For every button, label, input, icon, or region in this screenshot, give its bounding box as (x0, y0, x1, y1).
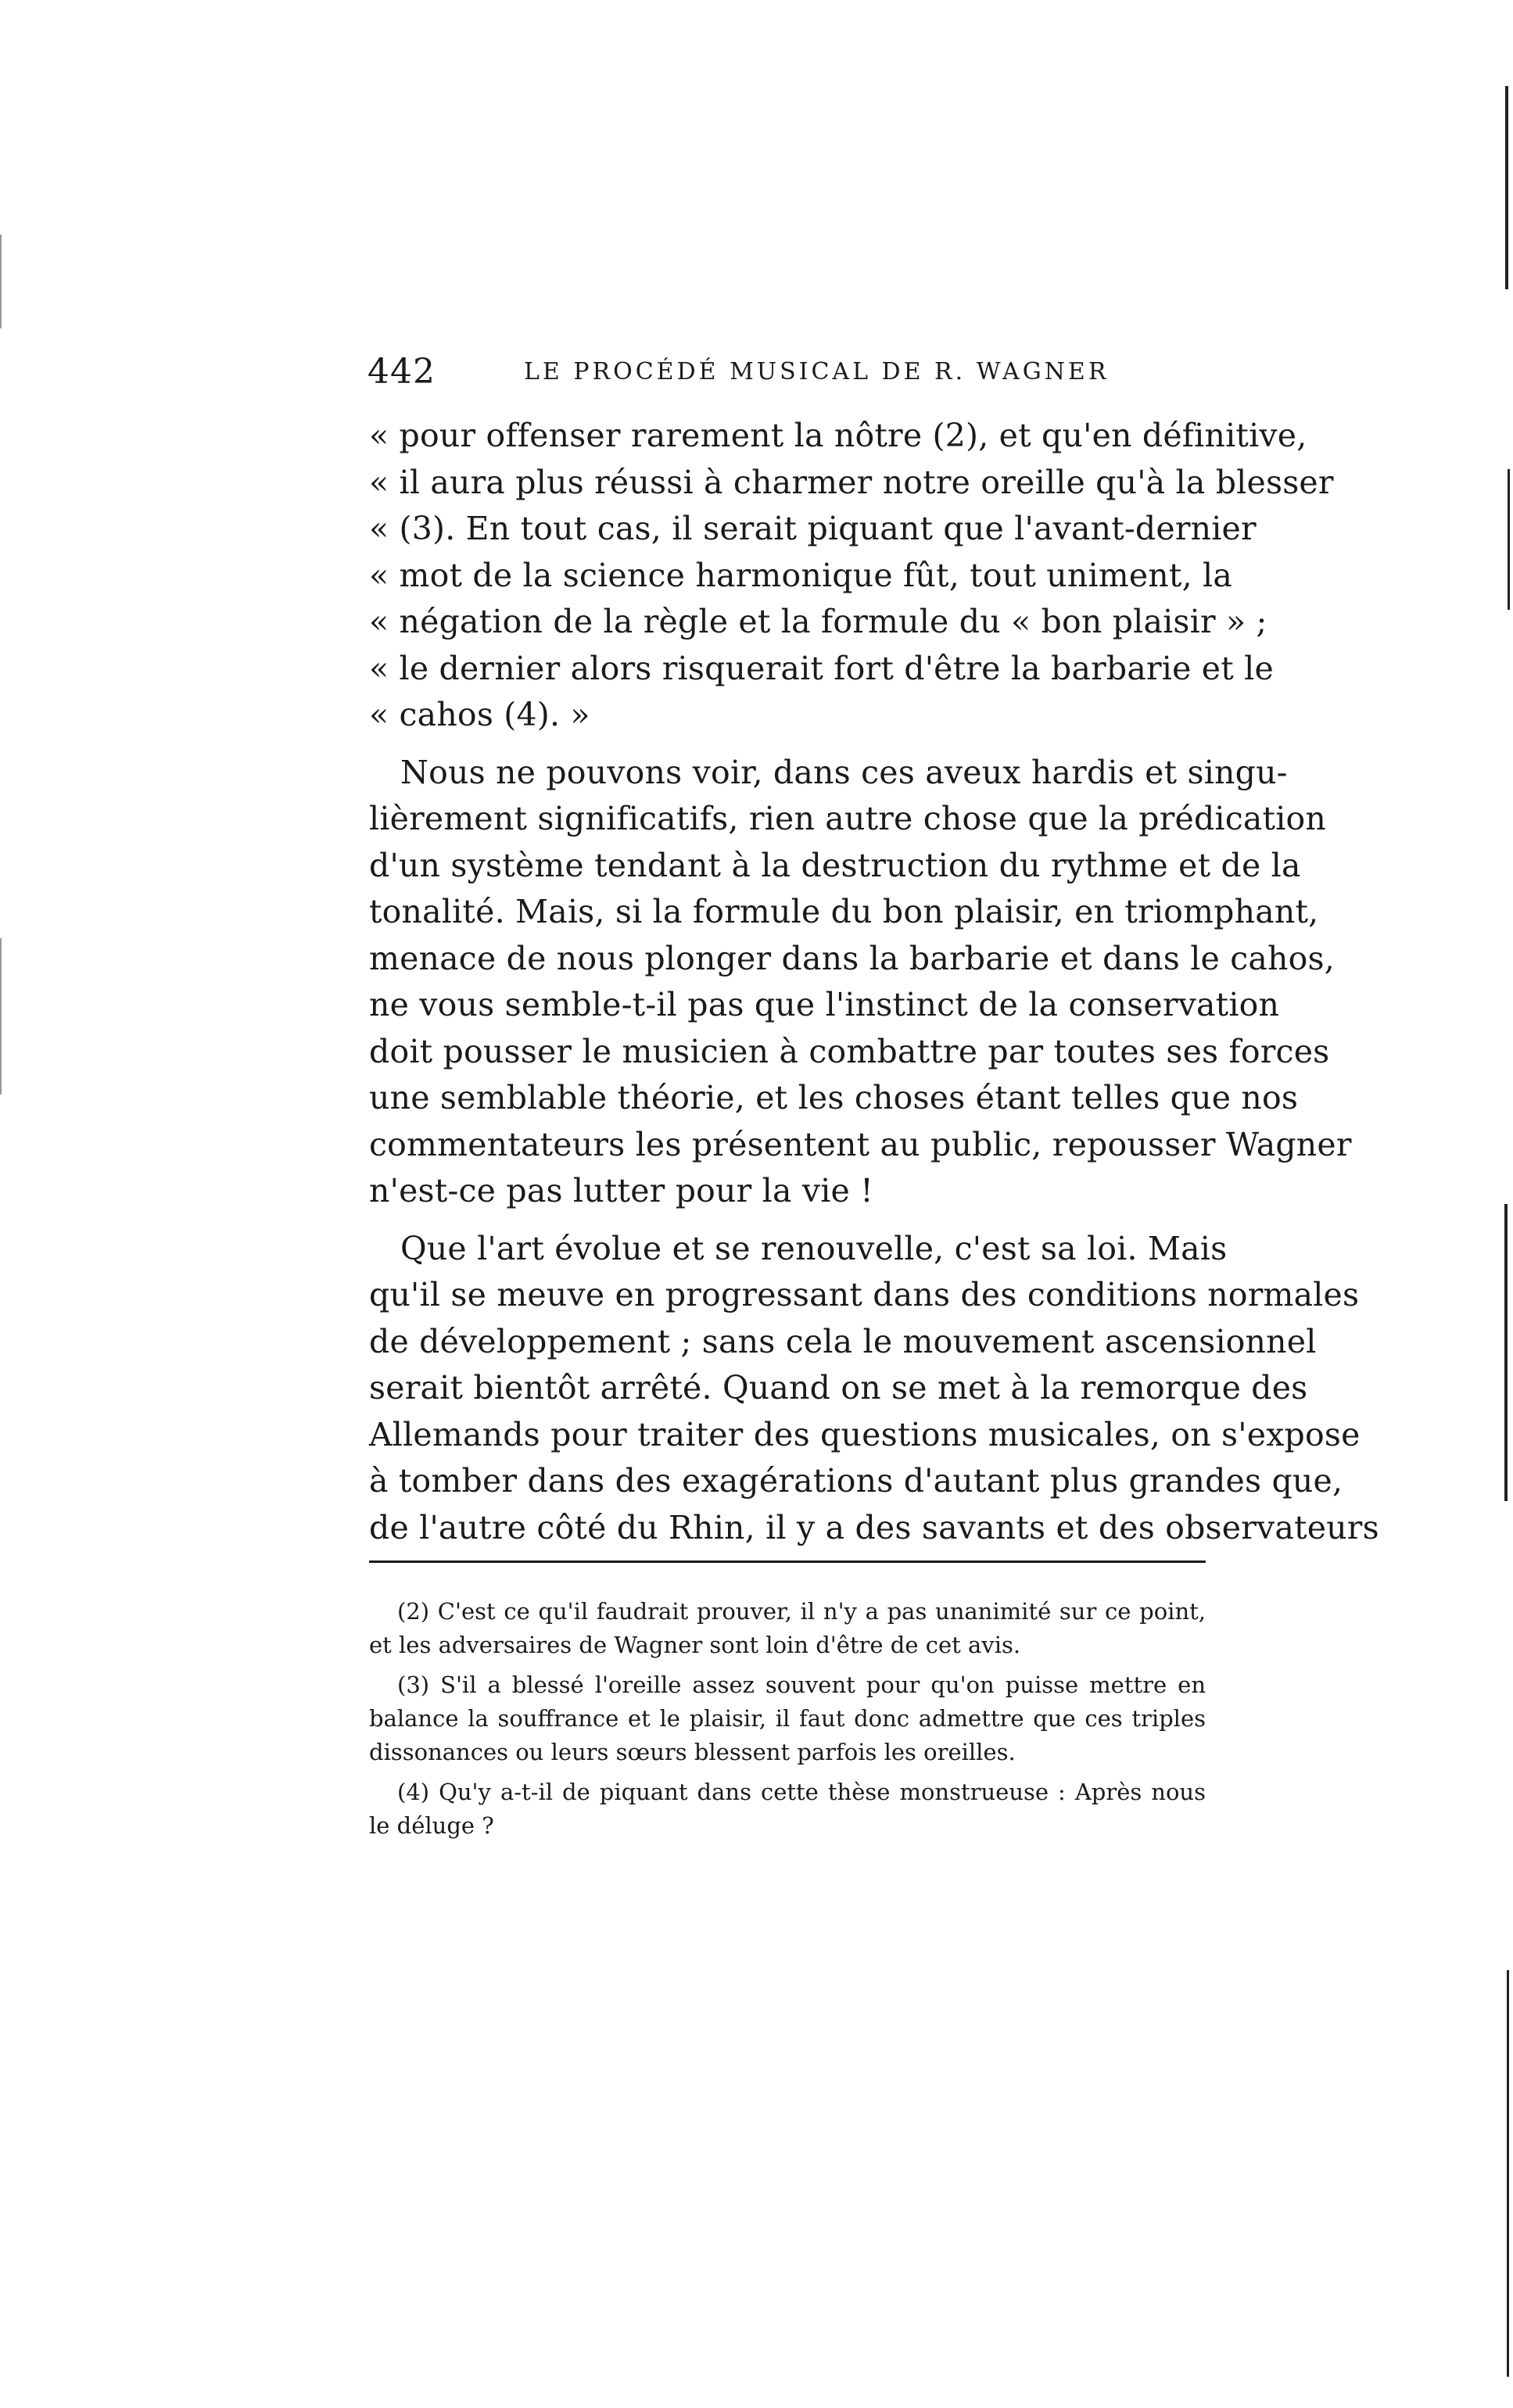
body-text (369, 413, 1379, 1551)
scan-edge-mark (1505, 86, 1508, 289)
footnote-line: (4) Qu'y a-t-il de piquant dans cette thèse monstrueuse : Après nous (397, 1779, 1206, 1805)
text-line: « il aura plus réussi à charmer notre oreille qu'à la blesser (369, 463, 1334, 501)
text-line: doit pousser le musicien à combattre par toutes ses forces (369, 1032, 1330, 1070)
text-line: Nous ne pouvons voir, dans ces aveux hardis et singu- (400, 753, 1288, 791)
scan-edge-mark (0, 938, 2, 1095)
paragraph-quote-continuation (369, 413, 1334, 739)
scan-edge-mark (1504, 1204, 1508, 1501)
paragraph (369, 750, 1352, 1215)
text-line: « (3). En tout cas, il serait piquant que l'avant-dernier (369, 510, 1257, 547)
footnote-line: le déluge ? (369, 1812, 494, 1839)
scan-edge-mark (1508, 469, 1510, 610)
footnote-2 (369, 1595, 1206, 1662)
footnote-4 (369, 1776, 1206, 1843)
text-line: menace de nous plonger dans la barbarie et dans le cahos, (369, 939, 1336, 977)
text-line: qu'il se meuve en progressant dans des conditions normales (369, 1276, 1360, 1313)
running-head (367, 352, 1212, 399)
text-line: une semblable théorie, et les choses étant telles que nos (369, 1079, 1299, 1116)
text-line: n'est-ce pas lutter pour la vie ! (369, 1172, 873, 1209)
text-line: serait bientôt arrêté. Quand on se met à la remorque des (369, 1369, 1308, 1406)
page-number: 442 (367, 352, 436, 392)
text-line: Allemands pour traiter des questions musicales, on s'expose (369, 1415, 1361, 1453)
text-line: « cahos (4). » (369, 696, 590, 733)
footnote-3 (369, 1668, 1206, 1769)
text-line: « mot de la science harmonique fût, tout uniment, la (369, 556, 1233, 594)
footnote-line: dissonances ou leurs sœurs blessent parfois les oreilles. (369, 1739, 1016, 1765)
text-line: de développement ; sans cela le mouvement ascensionnel (369, 1322, 1317, 1360)
footnote-line: (2) C'est ce qu'il faudrait prouver, il n'y a pas unanimité sur ce point, (397, 1598, 1206, 1625)
text-line: de l'autre côté du Rhin, il y a des savants et des observateurs (369, 1508, 1379, 1546)
footnote-line: (3) S'il a blessé l'oreille assez souvent pour qu'on puisse mettre en (397, 1672, 1206, 1698)
text-line: commentateurs les présentent au public, repousser Wagner (369, 1125, 1352, 1163)
text-line: lièrement significatifs, rien autre chose que la prédication (369, 800, 1327, 837)
running-title: LE PROCÉDÉ MUSICAL DE R. WAGNER (524, 358, 1110, 385)
scan-edge-mark (0, 235, 2, 328)
text-line: tonalité. Mais, si la formule du bon plaisir, en triomphant, (369, 893, 1319, 930)
text-line: à tomber dans des exagérations d'autant plus grandes que, (369, 1462, 1343, 1500)
text-line: ne vous semble-t-il pas que l'instinct de la conservation (369, 986, 1280, 1023)
text-line: « négation de la règle et la formule du « bon plaisir » ; (369, 603, 1267, 640)
text-line: « pour offenser rarement la nôtre (2), et qu'en définitive, (369, 417, 1307, 454)
text-line: « le dernier alors risquerait fort d'être la barbarie et le (369, 649, 1274, 687)
footnote-line: et les adversaires de Wagner sont loin d'être de cet avis. (369, 1632, 1021, 1658)
paragraph (369, 1226, 1379, 1552)
text-line: Que l'art évolue et se renouvelle, c'est sa loi. Mais (400, 1229, 1228, 1267)
footnotes (369, 1595, 1206, 1843)
text-line: d'un système tendant à la destruction du rythme et de la (369, 846, 1301, 884)
footnote-line: balance la souffrance et le plaisir, il faut donc admettre que ces triples (369, 1705, 1206, 1732)
scan-edge-mark (1507, 1970, 1509, 2377)
footnote-rule (369, 1561, 1206, 1563)
